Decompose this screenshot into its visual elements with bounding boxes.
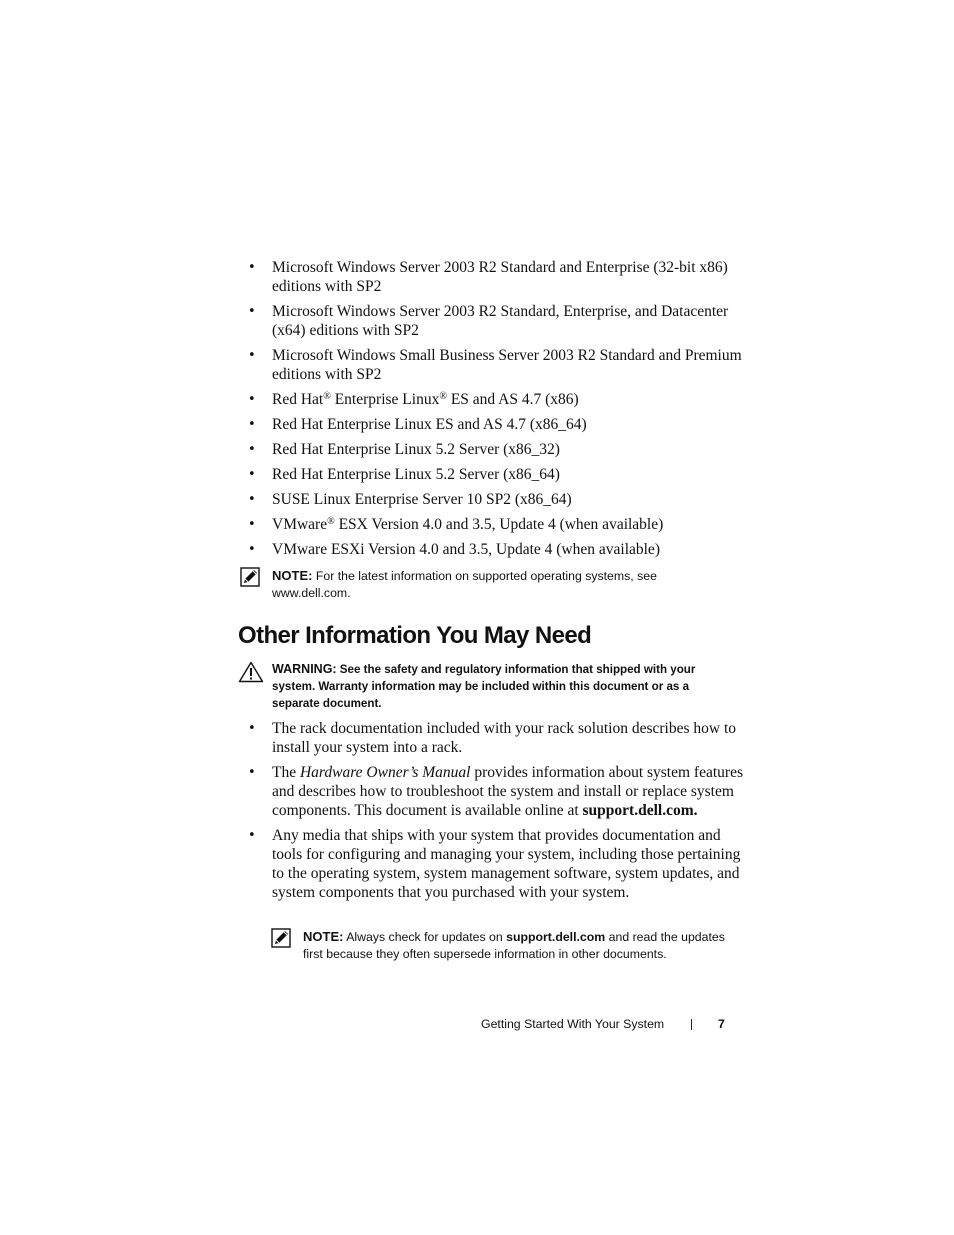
list-item: • Microsoft Windows Server 2003 R2 Standard and Enterprise (32-bit x86) editions with SP2 [248,258,748,296]
document-page: • Microsoft Windows Server 2003 R2 Standard and Enterprise (32-bit x86) editions with SP2 • Microsoft Windows Server 2003 R2 Standard, Enterprise, and Datacenter (x64) editions with SP2 • Microsoft Windows Small Business Server 2003 R2 Standard and Premium editions with SP2 • Red Hat® Enterprise Linux® ES and AS 4.7 (x86) • Red Hat Enterprise Linux ES and AS 4.7 (x86_64) • Red Hat Enterprise Linux 5.2 Server (x86_32) • Red Hat Enterprise Linux 5.2 Server (x86_64) • SUSE Linux Enterprise Server 10 SP2 (x86_64) • VMware® ESX Version 4.0 and 3.5, Update 4 (when available) • VMware ESXi Version 4.0 and 3.5, Update 4 (when available) NOTE: For the latest information on supported operating systems, see www.dell.com. Other Information You May Need WARNING: See the safety and regulatory information that shipped with your system. Warranty information may be included within this document or as a separate document. • The rack documentation included with your rack solution describes how to install your system into a rack. • The Hardware Owner’s Manual provides information about system features and describes how to troubleshoot the system and install or replace system components. This document is available online at support.dell.com. • Any media that ships with your system that provides documentation and tools for configuring and managing your system, including those pertaining to the operating system, system management software, system updates, and system components that you purchased with your system. NOTE: Always check for updates on support.dell.com and read the updates first because they often supersede information in other documents. Getting Started With Your System 7 [0,0,954,1235]
page-number: 7 [718,1017,725,1031]
note-pencil-icon [240,567,260,587]
note-pencil-icon [271,928,291,948]
list-item: • VMware® ESX Version 4.0 and 3.5, Update 4 (when available) [248,515,748,534]
footer-title: Getting Started With Your System [481,1017,665,1031]
list-item: • Red Hat Enterprise Linux ES and AS 4.7 (x86_64) [248,415,748,434]
list-item: • VMware ESXi Version 4.0 and 3.5, Update 4 (when available) [248,540,748,559]
footer-separator [691,1019,692,1030]
list-item: • Any media that ships with your system that provides documentation and tools for configuring and managing your system, including those pertaining to the operating system, system management software, system updates, and system components that you purchased with your system. [248,826,748,902]
list-item: • Microsoft Windows Server 2003 R2 Standard, Enterprise, and Datacenter (x64) editions with SP2 [248,302,748,340]
info-sources-list [248,719,748,908]
list-item: • SUSE Linux Enterprise Server 10 SP2 (x86_64) [248,490,748,509]
warning-triangle-icon [238,661,264,683]
section-title: Other Information You May Need [238,622,592,649]
support-link: support.dell.com. [582,802,698,819]
list-item: • Red Hat Enterprise Linux 5.2 Server (x86_32) [248,440,748,459]
list-item: • Red Hat Enterprise Linux 5.2 Server (x86_64) [248,465,748,484]
list-item: • Red Hat® Enterprise Linux® ES and AS 4.7 (x86) [248,390,748,409]
list-item: • Microsoft Windows Small Business Server 2003 R2 Standard and Premium editions with SP2 [248,346,748,384]
list-item: • The Hardware Owner’s Manual provides information about system features and describes how to troubleshoot the system and install or replace system components. This document is available online at support.dell.com. [248,763,748,820]
supported-os-list [248,258,748,565]
support-link: support.dell.com [506,930,606,944]
list-item: • The rack documentation included with your rack solution describes how to install your system into a rack. [248,719,748,757]
